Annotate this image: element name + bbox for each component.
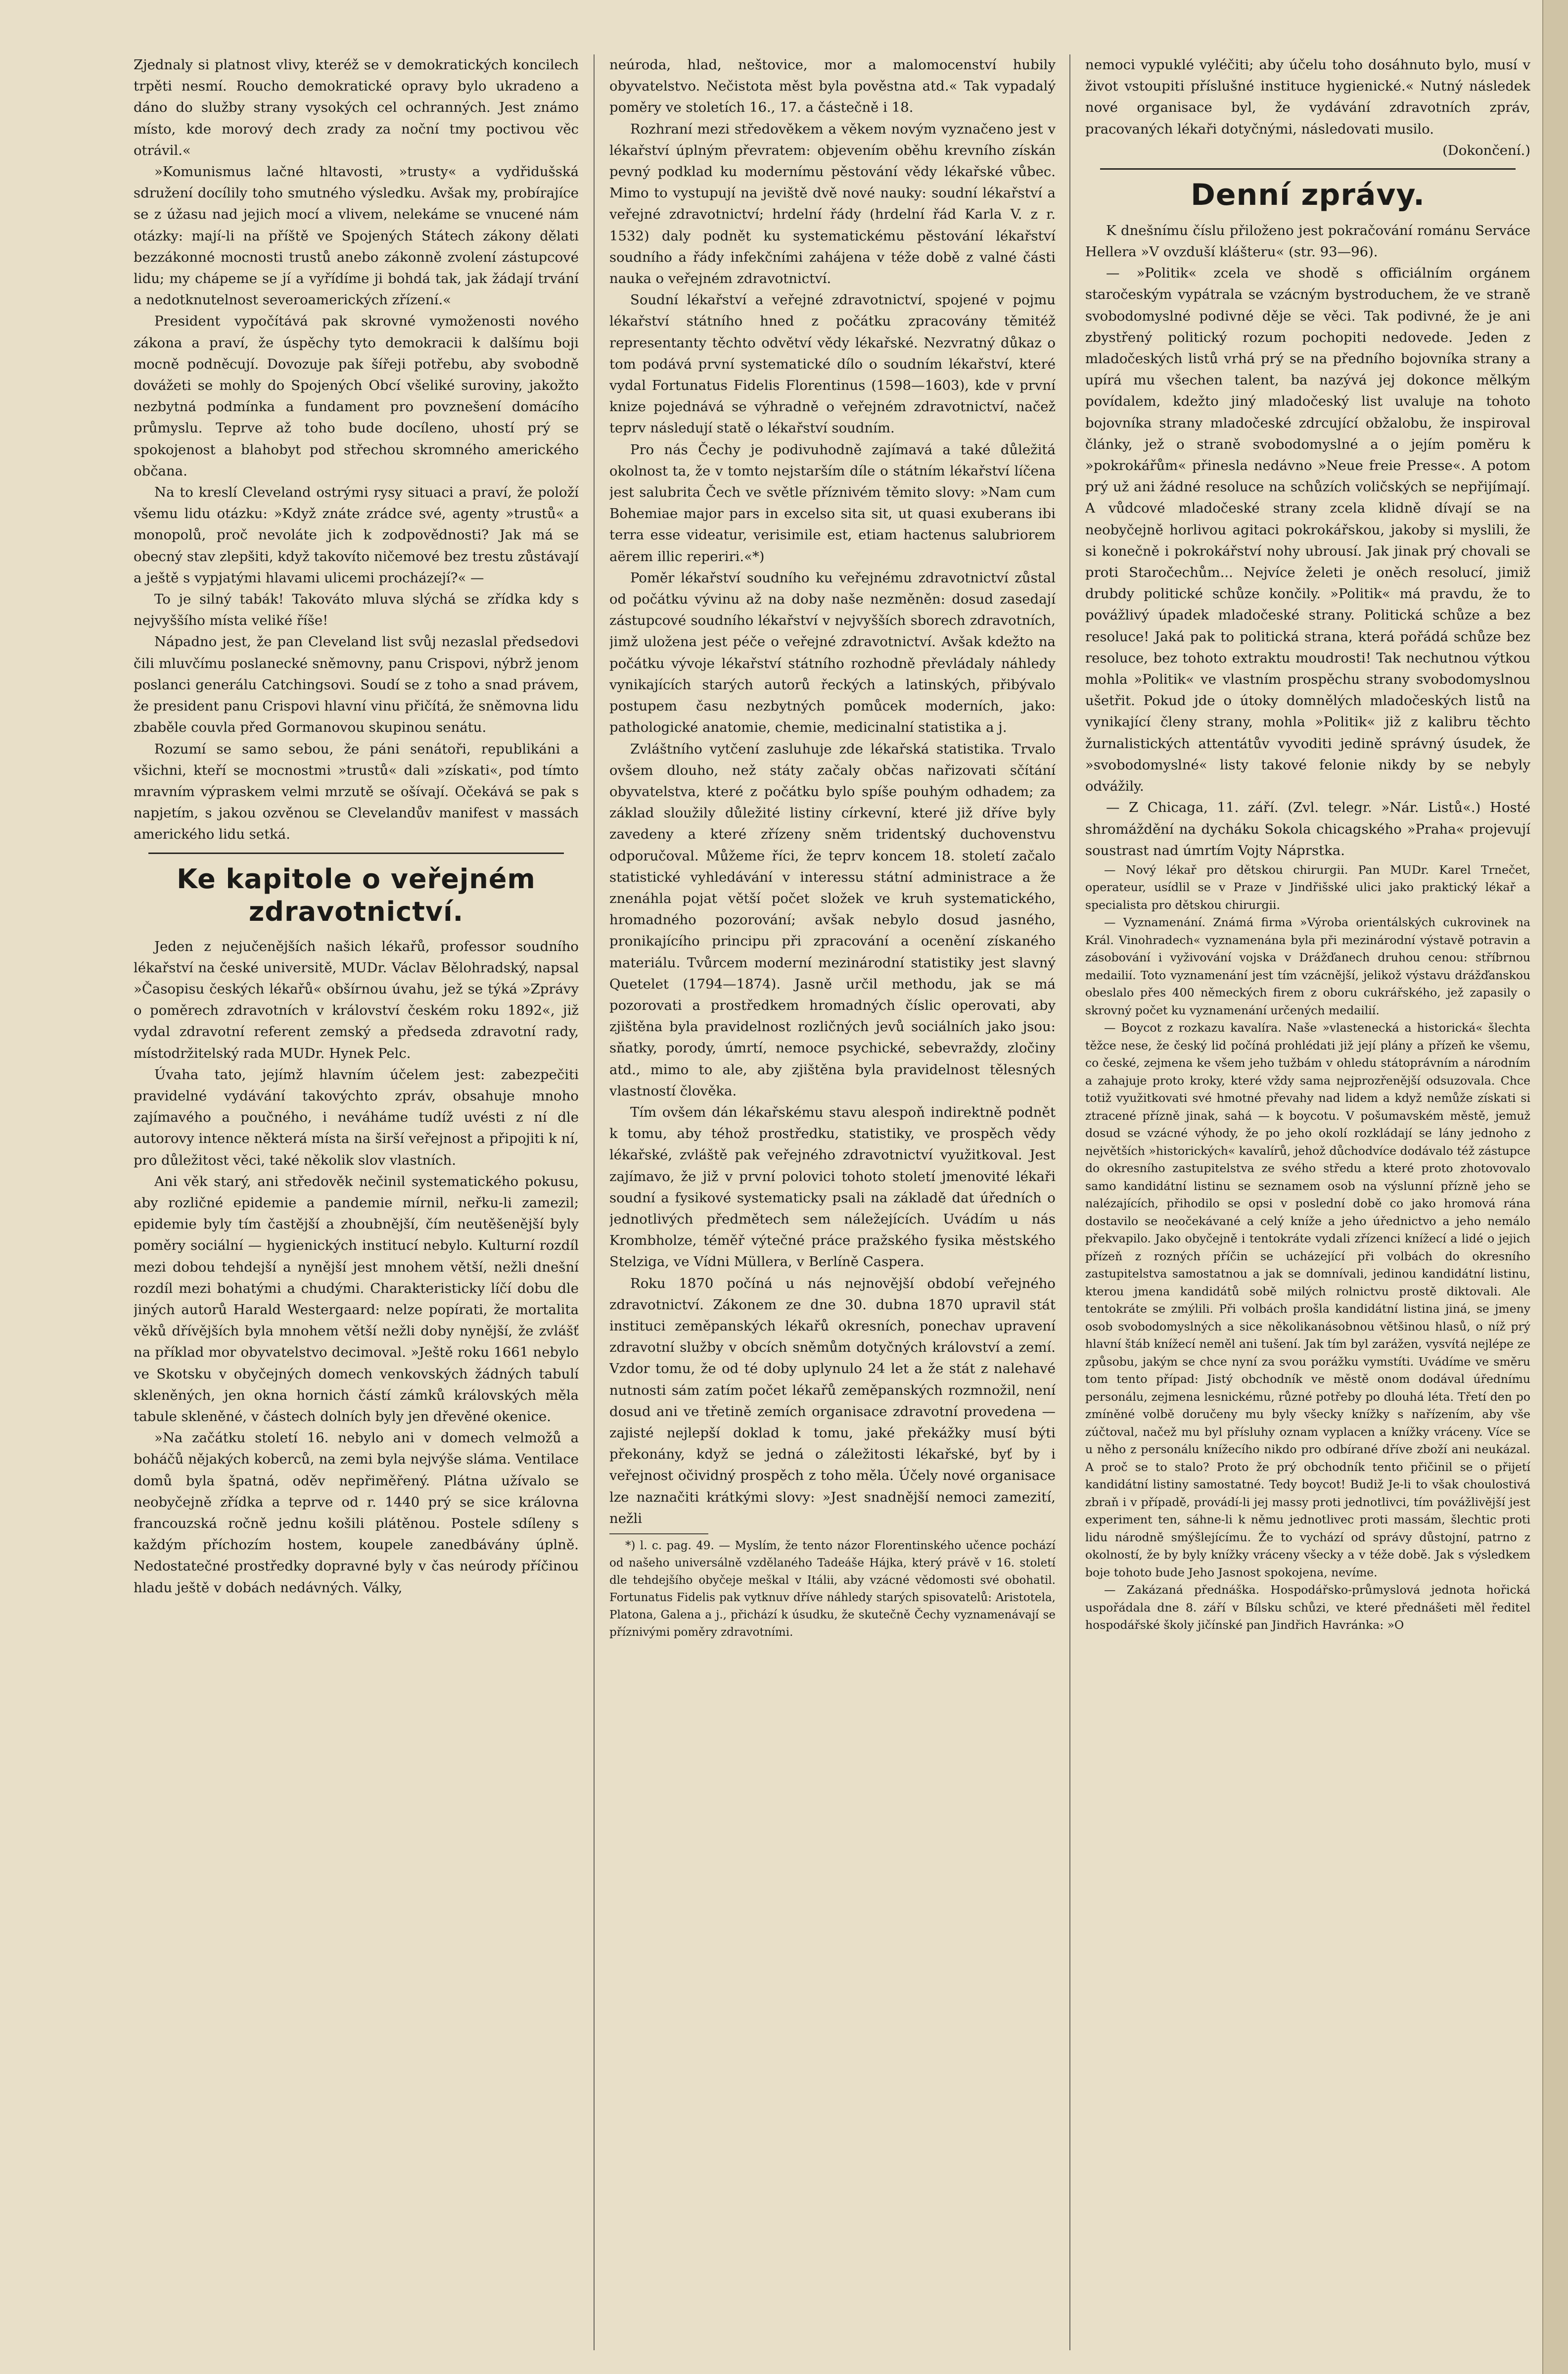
paragraph: Pro nás Čechy je podivuhodně zajímavá a také důležitá okolnost ta, že v tomto nejstarším díle o státním lékařství líčena jest salubrita Čech ve světle příznivém těmito slovy: »Nam cum Bohemiae major pars in excelso sita sit, ut quasi exuberans ibi terra esse videatur, verisimile est, etiam hactenus salubriorem aërem illic reperiri.«*) xyxy=(609,441,1056,565)
column-1 xyxy=(134,54,579,2360)
paragraph: Ani věk starý, ani středověk nečinil systematického pokusu, aby rozličné epidemie a pandemie mírnil, neřku-li zamezil; epidemie byly tím častější a zhoubnější, čím neutěšenější byly poměry sociální — hygienických institucí nebylo. Kulturní rozdíl mezi dobou tehdejší a nynější jest mnohem větší, nežli dnešní rozdíl mezi bohatými a chudými. Charakteristicky líčí dobu dle jiných autorů Harald Westergaard: nelze popírati, že mortalita věků dřívějších byla mnohem větší nežli doby nynější, že zvlášť na příklad mor obyvatelstvo decimoval. »Ještě roku 1661 nebylo ve Skotsku v obyčejných domech venkovských žádných tabulí skleněných, jen okna hornich částí zámků královských měla tabule skleněné, v částech dolních byly jen dřevěné okenice. xyxy=(134,1173,579,1424)
article-heading: Ke kapitole o veřejném zdravotnictví. xyxy=(177,863,536,927)
paragraph: Poměr lékařství soudního ku veřejnému zdravotnictví zůstal od počátku vývinu až na doby naše nezměněn: dosud zasedají zástupcové soudního lékařství v nejvyšších sborech zdravotních, jimž uložena jest péče o veřejné zdravotnictví. Avšak kdežto na počátku vývoje lékařství státního rozhodně převládaly náhledy vynikajících starých autorů řeckých a latinských, přibývalo postupem času nezbytných pomůcek moderních, jako: pathologické anatomie, chemie, medicinalní statistika a j. xyxy=(609,570,1056,736)
news-item: — Vyznamenání. Známá firma »Výroba orientálských cukrovinek na Král. Vinohradech« vyznamenána byla při mezinárodní výstavě potravin a zásobování i vyživování vojska v Drážďanech druhou cenou: stříbrnou medailií. Toto vyznamenání jest tím vzácnější, jelikož výstavu drážďanskou obeslalo přes 400 německých firem z oboru cukrářského, jež zapasily o skrovný počet ku vyznamenání určených medailií. xyxy=(1085,915,1530,1017)
paragraph: Nápadno jest, že pan Cleveland list svůj nezaslal předsedovi čili mluvčímu poslanecké sněmovny, panu Crispovi, nýbrž jenom poslanci generálu Catchingsovi. Soudí se z toho a snad právem, že president panu Crispovi hlavní vinu přičítá, že sněmovna lidu zbaběle couvla před Gormanovou skupinou senátu. xyxy=(134,634,579,736)
paragraph: Zjednaly si platnost vlivy, kteréž se v demokratických koncilech trpěti nesmí. Roucho demokratické opravy bylo ukradeno a dáno do služby strany vysokých cel ochranných. Jest známo místo, kde morový dech zrady za noční tmy poctivou věc otrávil.« xyxy=(134,57,579,158)
paragraph: Jeden z nejučenějších našich lékařů, professor soudního lékařství na české universitě, MUDr. Václav Bělohradský, napsal »Časopisu českých lékařů« obšírnou úvahu, jež se týká »Zprávy o poměrech zdravotních v království českém roku 1892«, již vydal zdravotní referent zemský a předseda zdravotní rady, místodržitelský rada MUDr. Hynek Pelc. xyxy=(134,938,579,1061)
news-item: — Nový lékař pro dětskou chirurgii. Pan MUDr. Karel Trnečet, operateur, usídlil se v Praze v Jindřišské ulici jako praktický lékař a specialista pro dětskou chirurgii. xyxy=(1085,862,1530,912)
continuation-note: (Dokončení.) xyxy=(1442,142,1530,158)
column-3 xyxy=(1085,54,1530,2360)
paragraph: »Na začátku století 16. nebylo ani v domech velmožů a boháčů nějakých koberců, na zemi byla nejvýše sláma. Ventilace domů byla špatná, oděv nepřiměřený. Plátna užívalo se neobyčejně zřídka a teprve od r. 1440 prý se sice královna francouzská ročně jednu košili plátěnou. Postele sdíleny s každým příchozím hostem, koupele zanedbávány úplně. Nedostatečné prostředky dopravné byly v čas neúrody příčinou hladu ještě v dobách nedávných. Války, xyxy=(134,1430,579,1596)
news-item: — Boycot z rozkazu kavalíra. Naše »vlastenecká a historická« šlechta těžce nese, že český lid počíná prohlédati již její plány a přízeň ke všemu, co české, zejmena ke všem jeho tužbám v ohledu státoprávním a národním a zahajuje proto kroky, které vždy sama nejprozřenější odsuzovala. Chce totiž využitkovati své hmotné převahy nad lidem a když nemůže získati si ztracené přízně jinak, sahá — k boycotu. V pošumavském městě, jemuž dosud se vzácné výhody, že po jeho okolí rozkládají se lány jednoho z největších »historických« kavalírů, jehož důchodvíce dodávalo též zástupce do okresního zastupitelstva ze svého středu a které proto zhotovovalo samo kandidátní listinu se seznamem osob na výslunní přízně jeho se nalézajících, přihodilo se opsi v poslední době co jako hromová rána dostavilo se neočekávané a celý kníže a jeho úřednictvo a jeho nemálo překvapilo. Jako obyčejně i tentokráte vydali zřízenci knížecí a lidé o jejich přízeň z rozných příčin se ucházející při volbách do okresního zastupitelstva samostatnou a jak se domnívali, jedinou kandidátní listinu, kterou jmena kandidátů sobě milých rolnictvu prostě diktovali. Ale tentokráte se zmýlili. Při volbách prošla kandidátní listina jiná, se jmeny osob svobodomyslných a sice několikanásobnou většinou hlasů, o níž prý hlavní štáb knížecí neměl ani tušení. Jak tím byl zarážen, vysvítá nejlépe ze způsobu, jakým se chce nyní za svou porážku vymstíti. Uvádíme ve směru tom tento případ: Jistý obchodník ve městě onom dodával úřednímu personálu, zejmena lesnickému, různé potřeby po dlouhá léta. Třetí den po zmíněné volbě doručeny mu byly všecky knížky s nařízením, aby vše zúčtoval, načež mu byl přísluhy oznam vyplacen a knížky vráceny. Více se u něho z personálu knížecího nikdo pro odbírané dříve zboží ani neukázal. A proč se to stalo? Proto že prý obchodník tento přičinil se o přijetí kandidátní listiny samostatné. Tedy boycot! Budiž Je-li to však choulostivá zbraň i v případě, provádí-li jej massy proti jednotlivci, tím povážlivější jest experiment ten, sáhne-li k němu jednotlivec proti massám, šlechtic proti lidu národně smýšlejícímu. Že to vychází od správy důstojní, patrno z okolností, že by byly knížky vráceny všecky a v téže době. Jak s výsledkem boje tohoto bude Jeho Jasnost spokojena, nevíme. xyxy=(1085,1021,1530,1579)
paragraph: Úvaha tato, jejímž hlavním účelem jest: zabezpečiti pravidelné vydávání takovýchto zpráv, obsahuje mnoho zajímavého a poučného, i neváháme tudíž uvésti z ní dle autorovy intence některá místa na širší veřejnost a připojiti k ní, pro důležitost věci, také několik slov vlastních. xyxy=(134,1066,579,1168)
paragraph: Rozumí se samo sebou, že páni senátoři, republikáni a všichni, kteří se mocnostmi »trustů« dali »získati«, pod tímto mravním výpraskem velmi mrzutě se ošívají. Očekává se pak s napjetím, s jakou ozvěnou se Clevelandův manifest v massách amerického lidu setká. xyxy=(134,741,579,843)
paragraph: To je silný tabák! Takováto mluva slýchá se zřídka kdy s nejvyššího místa veliké říše! xyxy=(134,591,579,629)
news-item: — Zakázaná přednáška. Hospodářsko-průmyslová jednota hořická uspořádala dne 8. září v Bílsku schůzi, ve které přednášeti měl ředitel hospodářské školy jičínské pan Jindřich Havránka: »O xyxy=(1085,1583,1530,1632)
page-margin-strip xyxy=(1543,0,1568,2374)
paragraph: Zvláštního vytčení zasluhuje zde lékařská statistika. Trvalo ovšem dlouho, než státy začaly občas nařizovati sčítání obyvatelstva, které z počátku bylo spíše pouhým odhadem; za základ sloužily důležité listiny církevní, které již dříve byly zavedeny a které zřízeny sněm tridentský duchovenstvu odporučoval. Můžeme říci, že teprv koncem 18. století začalo statistické vyhledávání v interessu státní administrace a že znenáhla pojat větší počet složek ve kruh systematického, hromadného pozorování; avšak nebylo dosud jasného, pronikajícího principu při zpracování a ocenění získaného materiálu. Tvůrcem moderní mezinárodní statistiky jest slavný Quetelet (1794—1874). Jasně určil methodu, jak se má pozorovati a prostředkem hromadných číslic operovati, aby zjištěna byla pravidelnost rozličných jevů sociálních jako jsou: sňatky, porody, úmrtí, nemoce psychické, sebevraždy, zločiny atd., mimo to ale, aby zjištěna byla pravidelnost tělesných vlastností člověka. xyxy=(609,741,1056,1099)
paragraph: K dnešnímu číslu přiloženo jest pokračování románu Serváce Hellera »V ovzduší klášteru« (str. 93—96). xyxy=(1085,222,1530,260)
paragraph: nemoci vypuklé vyléčiti; aby účelu toho dosáhnuto bylo, musí v život vstoupiti příslušné instituce hygienické.« Nutný následek nové organisace byl, že vydávání zdravotních zpráv, pracovaných lékaři dotyčnými, následovati musilo. xyxy=(1085,57,1530,137)
section-heading: Denní zprávy. xyxy=(1191,177,1425,212)
paragraph: — »Politik« zcela ve shodě s officiálním orgánem staročeským vypátrala se vzácným bystroduchem, že ve straně svobodomyslné podivné děje se věci. Tak podivné, že je ani zbystřený politický rozum pochopiti nedovede. Jeden z mladočeských listů vrhá prý se na předního bojovníka strany a upírá mu všechen talent, ba nazývá jej dokonce mělkým povídalem, kdežto jiný mladočeský list uvaluje na tohoto bojovníka strany mladočeské zdrcující obžalobu, že inspiroval články, jež o straně svobodomyslné a o jejím poměru k »pokrokářům« přinesla nedávno »Neue freie Presse«. A potom prý už ani žádné resoluce na schůzích voličských se nepřijímají. A vůdcové mladočeské strany zcela klidně dívají se na neobyčejně horlivou agitaci pokrokářskou, jakoby si myslili, že si konečně i pokrokářství nohy ubrousí. Jak jinak prý chovali se proti Staročechům... Nejvíce želeti je oněch resolucí, jimiž drubdy politické schůze končily. »Politik« má pravdu, že to povážlivý úpadek mladočeské strany. Politická schůze a bez resoluce! Jaká pak to politická strana, která pořádá schůze bez resoluce, bez tohoto extraktu moudrosti! Tak nechutnou výtkou mohla »Politik« ve vlastním prospěchu strany svobodomyslnou ušetřit. Pokud jde o útoky domnělých mladočeských listů na vynikající členy strany, mohla »Politik« již z kalibru těchto žurnalistických attentátův vyvoditi jedině správný úsudek, že »svobodomyslné« listy takové felonie nikdy by se nebyly odvážily. xyxy=(1085,265,1530,795)
paragraph: Roku 1870 počíná u nás nejnovější období veřejného zdravotnictví. Zákonem ze dne 30. dubna 1870 upravil stát instituci zeměpanských lékařů okresních, ponechav upravení zdravotní služby v obcích sněmům dotyčných království a zemí. Vzdor tomu, že od té doby uplynulo 24 let a že stát z nalehavé nutnosti sám zatím počet lékařů zeměpanských rozmnožil, není dosud ani ve třetině zemích organisace zdravotní provedena — zajisté nejlepší doklad k tomu, jaké překážky musí býti překonány, když se jedná o záležitosti lékařské, byť by i veřejnost očividný prospěch z toho měla. Účely nové organisace lze naznačiti krátkými slovy: »Jest snadnější nemoci zamezití, nežli xyxy=(609,1275,1056,1526)
paragraph: »Komunismus lačné hltavosti, »trusty« a vydřidušská sdružení docílily toho smutného výsledku. Avšak my, probírajíce se z úžasu nad jejich mocí a vlivem, nelekáme se vnucené nám otázky: mají-li na příště ve Spojených Státech zákony dělati bezzákonné mocnosti trustů anebo zákonně zvolení zástupcové lidu; my chápeme se jí a vyřídíme ji bohdá tak, jak žádají trvání a nedotknutelnost severoamerických zřízení.« xyxy=(134,164,579,308)
footnote: *) l. c. pag. 49. — Myslím, že tento názor Florentinského učence pochází od našeho universálně vzdělaného Tadeáše Hájka, který právě v 16. století dle tehdejšího obyčeje meškal v Itálii, aby vzácné vědomosti své obohatil. Fortunatus Fidelis pak vytknuv dříve náhledy starých spisovatelů: Aristotela, Platona, Galena a j., přichází k úsudku, že skutečně Čechy vyznamenávají se příznivými poměry zdravotními. xyxy=(609,1539,1056,1639)
paragraph: neúroda, hlad, neštovice, mor a malomocenství hubily obyvatelstvo. Nečistota měst byla pověstna atd.« Tak vypadalý poměry ve stoletích 16., 17. a částečně i 18. xyxy=(609,57,1056,116)
paragraph: Rozhraní mezi středověkem a věkem novým vyznačeno jest v lékařství úplným převratem: objevením oběhu krevního získán pevný podklad ku modernímu pěstování vědy lékařské vůbec. Mimo to vystupují na jeviště dvě nové nauky: soudní lékařství a veřejné zdravotnictví; hrdelní řády (hrdelní řád Karla V. z r. 1532) daly podnět ku systematickému pěstování lékařství soudního a řády infekčními zahájena v téže době z valné části nauka o veřejném zdravotnictví. xyxy=(609,121,1056,287)
column-2 xyxy=(609,54,1056,2360)
paragraph: Soudní lékařství a veřejné zdravotnictví, spojené v pojmu lékařství státního hned z počátku zpracovány těmitéž representanty těchto odvětví vědy lékařské. Nezvratný důkaz o tom podává první systematické dílo o soudním lékařství, které vydal Fortunatus Fidelis Florentinus (1598—1603), kde v první knize pojednává se výhradně o veřejném zdravotnictví, načež teprv následují statě o lékařství soudním. xyxy=(609,292,1056,436)
paragraph: Na to kreslí Cleveland ostrými rysy situaci a praví, že položí všemu lidu otázku: »Když znáte zrádce své, agenty »trustů« a monopolů, proč nevoláte jich k zodpovědnosti? Jak má se obecný stav zlepšiti, když takovíto ničemové bez trestu zůstávají a ještě s vypjatými hlavami ulicemi procházejí?« — xyxy=(134,484,579,586)
column-rule xyxy=(594,54,595,2350)
paragraph: President vypočítává pak skrovné vymoženosti nového zákona a praví, že úspěchy tyto demokracii k dalšímu boji mocně podněcují. Dovozuje pak šířeji potřebu, aby svobodně dovážeti se mohly do Spojených Obcí všeliké suroviny, jakožto nezbytná podmínka a fundament pro povznešení domácího průmyslu. Teprve až toho bude docíleno, uhostí prý se spokojenost a blahobyt pod střechou skromného amerického občana. xyxy=(134,313,579,479)
section-divider xyxy=(1100,168,1516,170)
news-item: — Z Chicaga, 11. září. (Zvl. telegr. »Nár. Listů«.) Hosté shromáždění na dycháku Sokola chicagského »Praha« projevují soustrast nad úmrtím Vojty Náprstka. xyxy=(1085,800,1530,858)
footnote-divider xyxy=(609,1533,708,1534)
column-rule xyxy=(1069,54,1070,2350)
section-divider xyxy=(148,853,564,854)
paragraph: Tím ovšem dán lékařskému stavu alespoň indirektně podnět k tomu, aby téhož prostředku, statistiky, ve prospěch vědy lékařské, zvláště pak veřejného zdravotnictví využitkoval. Jest zajímavo, že již v první polovici tohoto století jmenovité lékaři soudní a fysikové systematicky psali na základě dat úředních o jednotlivých předmětech sem náležejících. Uvádím u nás Krombholze, téměř výtečné práce pražského fysika městského Stelziga, ve Vídni Müllera, v Berlíně Caspera. xyxy=(609,1104,1056,1270)
